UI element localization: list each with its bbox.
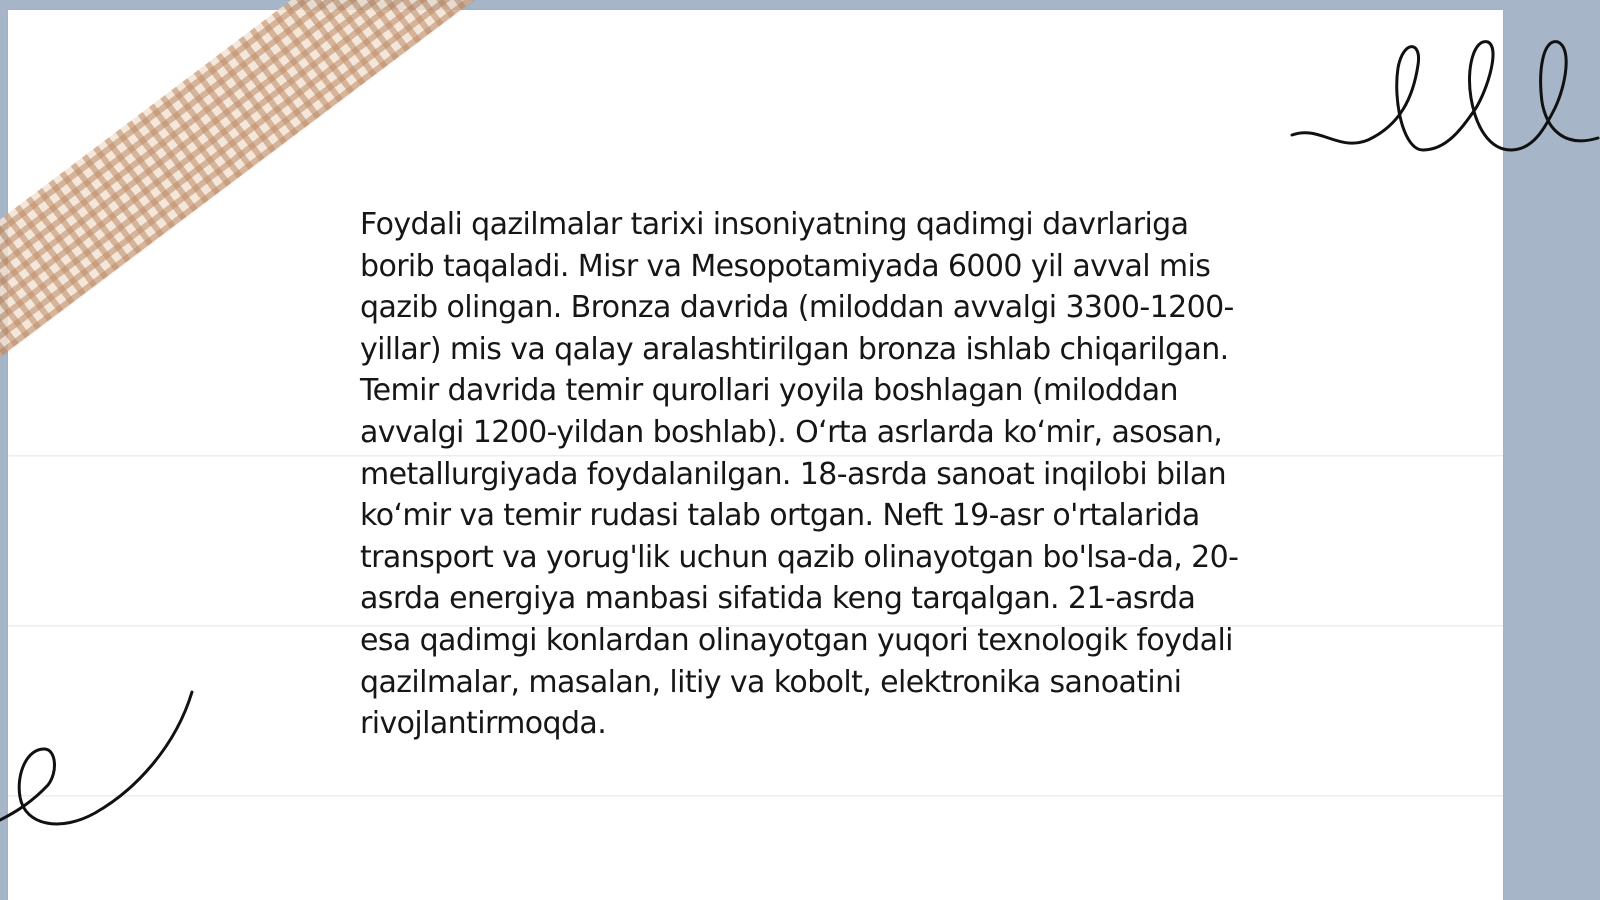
loop-squiggle-icon — [1290, 20, 1600, 170]
loop-squiggle-icon — [0, 690, 200, 850]
body-paragraph: Foydali qazilmalar tarixi insoniyatning qadimgi davrlariga borib taqaladi. Misr va Mesopotamiyada 6000 yil avval mis qazib olingan. Bronza davrida (miloddan avvalgi 3300-1200-yillar) mis va qalay aralashtirilgan bronza ishlab chiqarilgan. Temir davrida temir qurollari yoyila boshlagan (miloddan avvalgi 1200-yildan boshlab). O‘rta asrlarda ko‘mir, asosan, metallurgiyada foydalanilgan. 18-asrda sanoat inqilobi bilan ko‘mir va temir rudasi talab ortgan. Neft 19-asr o'rtalarida transport va yorug'lik uchun qazib olinayotgan bo'lsa-da, 20-asrda energiya manbasi sifatida keng tarqalgan. 21-asrda esa qadimgi konlardan olinayotgan yuqori texnologik foydali qazilmalar, masalan, litiy va kobolt, elektronika sanoatini rivojlantirmoqda. — [360, 207, 1239, 742]
paper-fold-line — [8, 795, 1503, 797]
